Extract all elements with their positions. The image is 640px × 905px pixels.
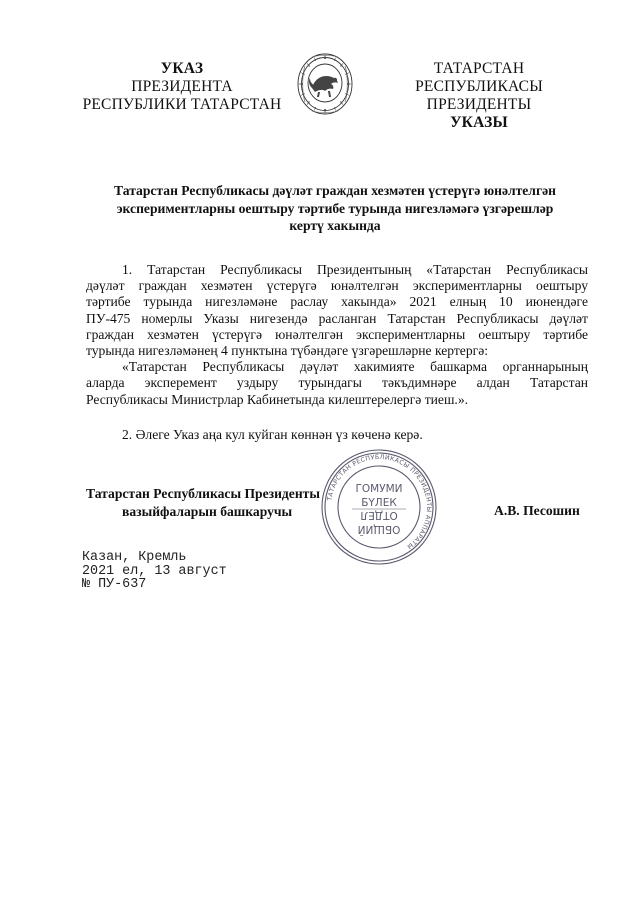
title-line-2: экспериментларны оештыру тәртибе турында нигезләмәгә үзгәрешләр xyxy=(116,200,554,216)
header-left-block xyxy=(82,60,282,114)
paragraph1-line-5: граждан хезмәтен үстерүгә юнәлтелгән экспериментларны оештыру тәртибе xyxy=(86,326,588,342)
paragraph1-line-4: ПУ-475 номерлы Указы нигезендә расланган Татарстан Республикасы дәүләт xyxy=(86,310,588,326)
header-right-line-3: УКАЗЫ xyxy=(450,114,508,131)
decree-title xyxy=(80,182,590,235)
title-line-3: кертү хакында xyxy=(289,218,381,233)
stamp-center-line-4: ОБЩИЙ xyxy=(357,523,401,535)
paragraph1-line-6: турында нигезләмәнең 4 пунктына түбәндәге үзгәрешләрне кертергә: xyxy=(86,343,489,359)
signatory-position-line-2: вазыйфаларын башкаручы xyxy=(122,504,293,519)
quote-line-3: Республикасы Министрлар Кабинетында килештерелергә тиеш.». xyxy=(86,391,469,407)
footer-date: 2021 ел, 13 август xyxy=(82,563,227,579)
title-line-1: Татарстан Республикасы дәүләт граждан хезмәтен үстерүгә юнәлтелгән xyxy=(114,183,556,198)
paragraph1-line-3: тәртибе турында нигезләмәне раслау хакында» 2021 елның 10 июнендәге xyxy=(86,294,588,310)
header-left-line-3: РЕСПУБЛИКИ ТАТАРСТАН xyxy=(82,96,282,113)
header-right-line-1: ТАТАРСТАН РЕСПУБЛИКАСЫ xyxy=(415,60,543,95)
decree-body xyxy=(86,262,588,408)
signatory-position-line-1: Татарстан Республикасы Президенты xyxy=(86,486,320,501)
header-right-line-2: ПРЕЗИДЕНТЫ xyxy=(426,96,532,113)
signatory-position xyxy=(86,485,346,521)
stamp-ring-text: ТАТАРСТАН РЕСПУБЛИКАСЫ ПРЕЗИДЕНТЫ АППАРАТЫ xyxy=(326,453,433,551)
header-right-block xyxy=(372,60,586,132)
decree-footer xyxy=(82,551,227,592)
tatarstan-coat-of-arms-icon xyxy=(296,52,354,116)
footer-place: Казан, Кремль xyxy=(82,550,187,565)
signatory-name: А.В. Песошин xyxy=(494,503,580,518)
quote-line-1: «Татарстан Республикасы дәүләт хакимияте башкарма органнарының xyxy=(122,359,588,375)
header-left-line-1: УКАЗ xyxy=(160,60,204,77)
stamp-center-line-3: ОТДЕЛ xyxy=(360,509,398,521)
paragraph1-line-2: дәүләт граждан хезмәтен үстерүгә юнәлтелгән экспериментларны оештыру xyxy=(86,278,588,294)
header-left-line-2: ПРЕЗИДЕНТА xyxy=(131,78,233,95)
paragraph1-line-1: 1. Татарстан Республикасы Президентының «Татарстан Республикасы xyxy=(122,262,588,277)
paragraph2: 2. Әлеге Указ аңа кул куйган көннән үз көченә керә. xyxy=(122,427,423,442)
stamp-center-line-1: ГОМУМИ xyxy=(355,483,403,495)
footer-number: № ПУ-637 xyxy=(82,577,147,593)
quote-line-2: аларда эксперемент уздыру турындагы тәкъдимнәре алдан Татарстан xyxy=(86,375,588,391)
stamp-center-line-2: БҮЛЕК xyxy=(361,497,397,509)
